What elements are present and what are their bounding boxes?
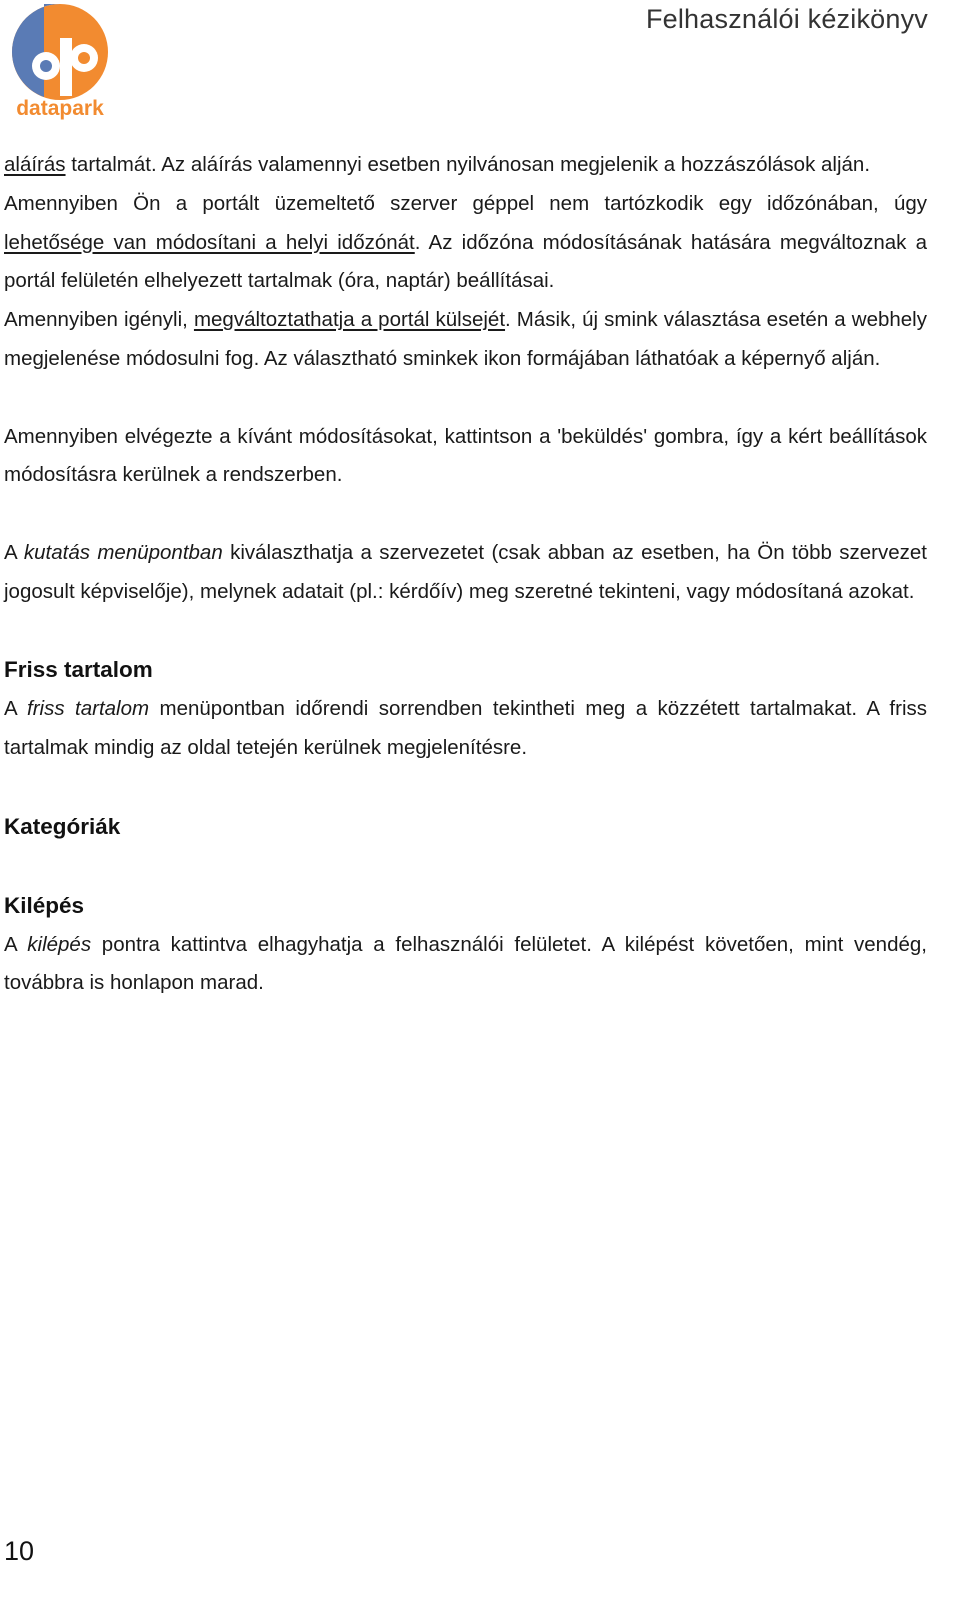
datapark-logo bbox=[4, 2, 116, 126]
kilepes-term: kilépés bbox=[27, 932, 92, 956]
heading-kategoriak: Kategóriák bbox=[4, 813, 121, 839]
paragraph-friss-tartalom bbox=[4, 690, 927, 768]
paragraph-text: tartalmát. Az aláírás valamennyi esetben nyilvánosan megjelenik a hozzászólások alján. bbox=[65, 153, 871, 176]
document-title: Felhasználói kézikönyv bbox=[645, 4, 928, 34]
paragraph-signature bbox=[4, 146, 927, 185]
skin-link[interactable]: megváltoztathatja a portál külsejét bbox=[193, 308, 506, 332]
paragraph-submit: Amennyiben elvégezte a kívánt módosításokat, kattintson a 'beküldés' gombra, így a kért beállítások módosításra kerülnek a rendszerben. bbox=[4, 424, 927, 487]
signature-link[interactable]: aláírás bbox=[4, 153, 66, 176]
paragraph-text: menüpontban időrendi sorrendben tekintheti meg a közzétett tartalmakat. A friss tartalmak mindig az oldal tetején kerülnek megjelenítésre. bbox=[4, 697, 927, 760]
paragraph-text: pontra kattintva elhagyhatja a felhasználói felületet. A kilépést követően, mint vendég, továbbra is honlapon marad. bbox=[4, 932, 927, 995]
paragraph-text: A bbox=[4, 540, 24, 564]
paragraph-text: A bbox=[4, 697, 27, 721]
datapark-logo-mark bbox=[4, 2, 116, 126]
paragraph-research bbox=[4, 534, 927, 612]
spacer bbox=[4, 768, 927, 807]
friss-tartalom-term: friss tartalom bbox=[27, 697, 150, 721]
spacer bbox=[4, 379, 927, 418]
paragraph-text: Amennyiben igényli, bbox=[4, 308, 194, 332]
paragraph-skin bbox=[4, 301, 927, 379]
timezone-link[interactable]: lehetősége van módosítani a helyi időzónát bbox=[4, 230, 415, 254]
heading-friss-tartalom: Friss tartalom bbox=[4, 657, 153, 683]
heading-kilepes: Kilépés bbox=[4, 892, 85, 918]
page-number: 10 bbox=[4, 1536, 35, 1566]
research-menu-term: kutatás menüpontban bbox=[23, 540, 223, 564]
logo-text: datapark bbox=[16, 97, 104, 120]
paragraph-text: A bbox=[4, 932, 28, 956]
paragraph-text: . Az időzóna módosításának hatására megváltoznak a portál felületén elhelyezett tartalmak (óra, naptár) beállításai. bbox=[4, 230, 927, 293]
spacer bbox=[4, 495, 927, 534]
paragraph-text: . Másik, új smink választása esetén a webhely megjelenése módosulni fog. Az választható sminkek ikon formájában láthatóak a képernyő alján. bbox=[4, 308, 927, 370]
spacer bbox=[4, 612, 927, 651]
paragraph-text: Amennyiben Ön a portált üzemeltető szerver géppel nem tartózkodik egy időzónában, úgy bbox=[4, 191, 927, 215]
spacer bbox=[4, 847, 927, 886]
document-body bbox=[4, 146, 927, 1003]
paragraph-timezone bbox=[4, 185, 927, 301]
paragraph-kilepes bbox=[4, 926, 927, 1004]
paragraph-text: kiválaszthatja a szervezetet (csak abban az esetben, ha Ön több szervezet jogosult képviselője), melynek adatait (pl.: kérdőív) meg szeretné tekinteni, vagy módosítaná azokat. bbox=[4, 540, 927, 603]
